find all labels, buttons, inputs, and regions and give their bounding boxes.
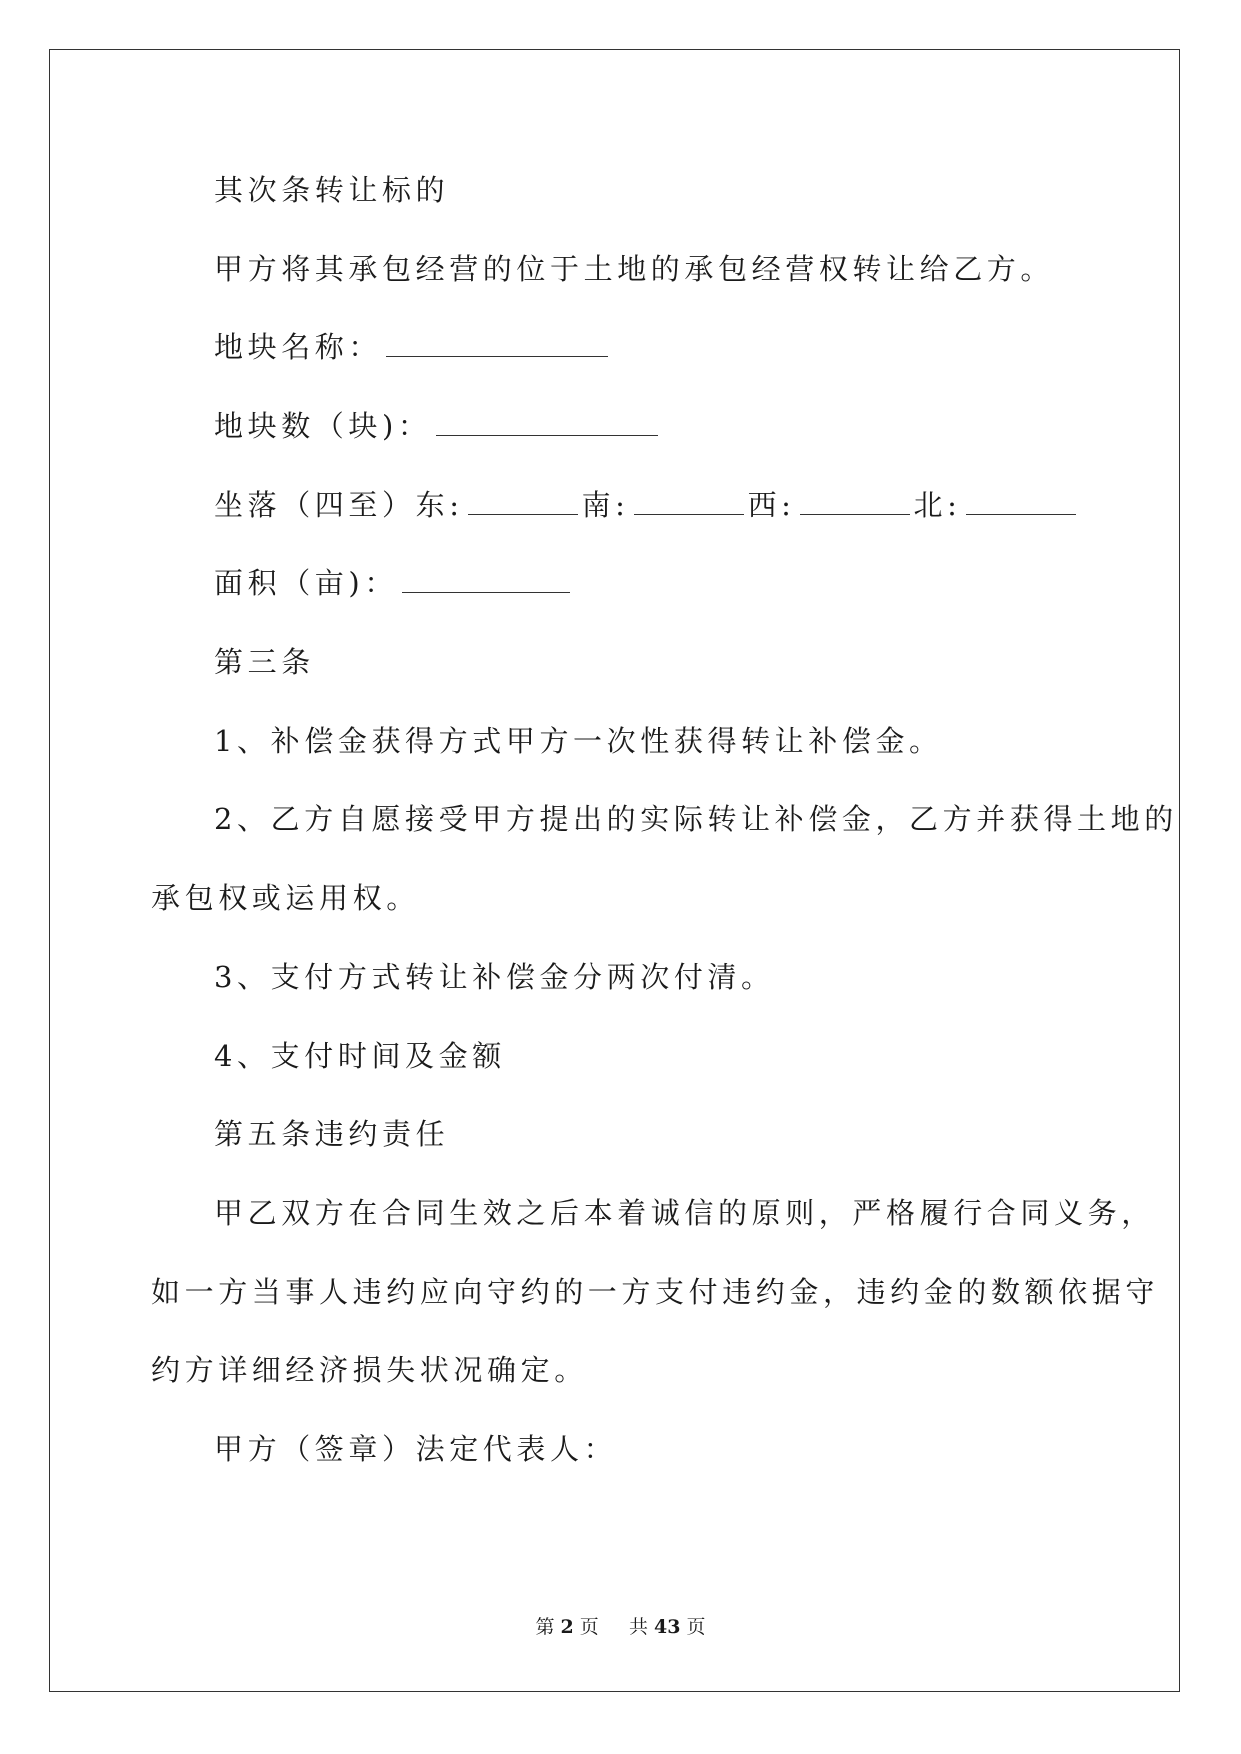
plot-count-blank	[436, 409, 658, 436]
clause-3-item-1: 1、补偿金获得方式甲方一次性获得转让补偿金。	[214, 724, 943, 758]
clause-3-item-2-cont: 承包权或运用权。	[151, 881, 420, 915]
page-number: 2	[560, 1616, 574, 1638]
location-west-label: 西:	[747, 488, 796, 522]
clause-3-item-3: 3、支付方式转让补偿金分两次付清。	[214, 960, 775, 994]
plot-name-blank	[386, 330, 608, 357]
page-footer	[0, 1614, 1241, 1640]
clause-3-item-4: 4、支付时间及金额	[214, 1039, 506, 1073]
clause-5-body-3: 约方详细经济损失状况确定。	[151, 1353, 588, 1387]
location-east-label: 坐落（四至）东:	[214, 488, 464, 522]
party-a-signature-line: 甲方（签章）法定代表人：	[214, 1432, 618, 1466]
page-prefix: 第	[535, 1616, 555, 1638]
location-east-blank	[468, 488, 578, 515]
total-suffix: 页	[686, 1616, 706, 1638]
area-label: 面积（亩)：	[214, 566, 398, 600]
clause-5-body-2: 如一方当事人违约应向守约的一方支付违约金，违约金的数额依据守	[151, 1275, 1160, 1309]
plot-name-field	[214, 327, 612, 367]
total-pages: 43	[653, 1616, 681, 1638]
clause-2-heading: 其次条转让标的	[214, 173, 450, 207]
clause-3-heading: 第三条	[214, 645, 315, 679]
plot-name-label: 地块名称：	[214, 330, 383, 364]
location-north-blank	[966, 488, 1076, 515]
clause-5-heading: 第五条违约责任	[214, 1117, 450, 1151]
location-field	[214, 485, 1080, 525]
clause-3-item-2: 2、乙方自愿接受甲方提出的实际转让补偿金，乙方并获得土地的	[214, 802, 1178, 836]
plot-count-label: 地块数（块)：	[214, 409, 432, 443]
area-field	[214, 563, 574, 603]
total-prefix: 共	[628, 1616, 648, 1638]
location-south-label: 南:	[581, 488, 630, 522]
clause-2-body: 甲方将其承包经营的位于土地的承包经营权转让给乙方。	[214, 252, 1055, 286]
page-suffix: 页	[579, 1616, 599, 1638]
location-west-blank	[800, 488, 910, 515]
clause-5-body-1: 甲乙双方在合同生效之后本着诚信的原则，严格履行合同义务，	[214, 1196, 1155, 1230]
location-north-label: 北:	[913, 488, 962, 522]
location-south-blank	[634, 488, 744, 515]
area-blank	[402, 566, 570, 593]
plot-count-field	[214, 406, 662, 446]
